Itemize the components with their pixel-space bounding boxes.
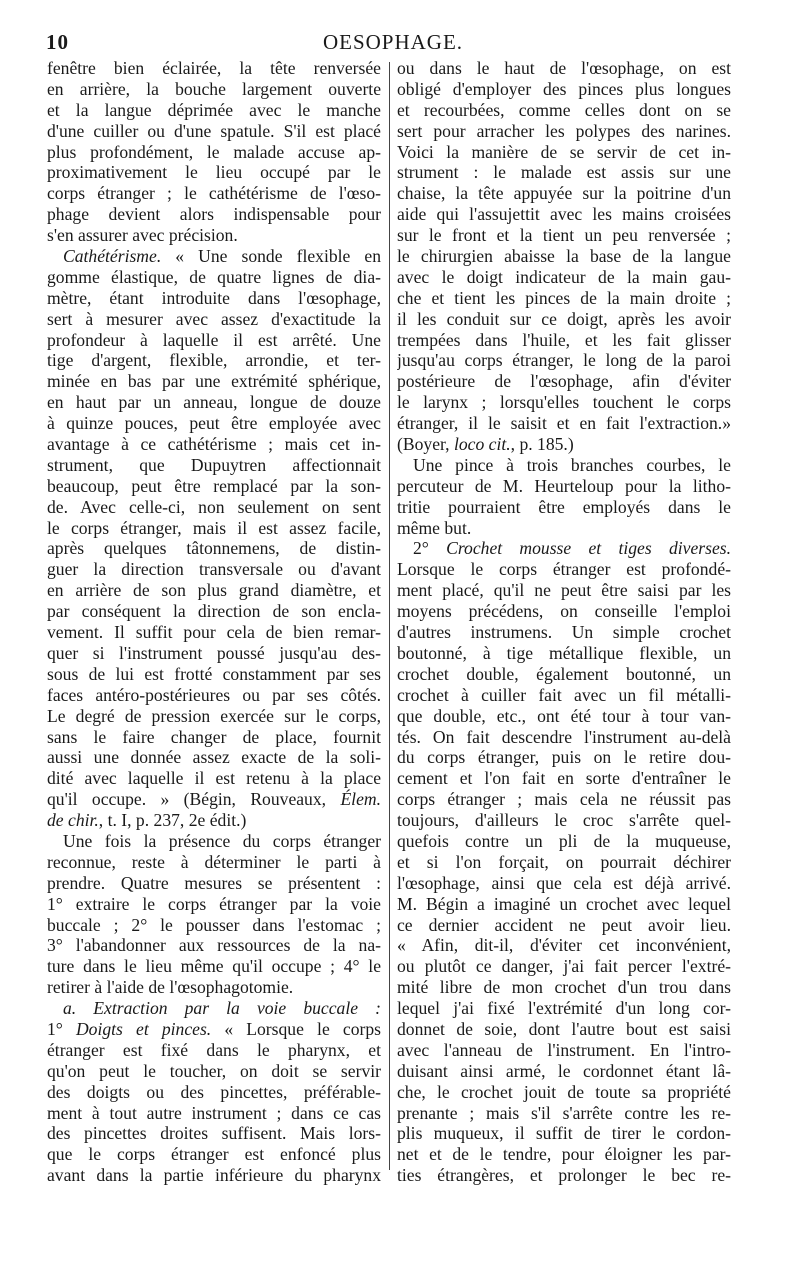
text-line xyxy=(47,309,381,330)
line-text: avantage à ce cathétérisme ; mais cet in- xyxy=(47,434,381,455)
line-text: percuteur de M. Heurteloup pour la litho- xyxy=(397,475,731,496)
line-text: buccale ; 2° le pousser dans l'estomac ; xyxy=(47,914,381,935)
line-text: tritie pourraient être employés dans le xyxy=(397,496,731,517)
text-line xyxy=(397,852,731,873)
line-text: et si l'on forçait, on pourrait déchirer xyxy=(397,851,731,872)
line-text: avec l'anneau de l'instrument. En l'intro- xyxy=(397,1039,731,1060)
text-line xyxy=(47,1040,381,1061)
line-text: après quelques tâtonnemens, de distin- xyxy=(47,538,381,559)
text-line xyxy=(397,956,731,977)
line-text: sans le faire changer de place, fournit xyxy=(47,726,381,747)
text-line xyxy=(397,246,731,267)
line-text: Le degré de pression exercée sur le corps, xyxy=(47,705,381,726)
text-line xyxy=(47,915,381,936)
line-text: 2° xyxy=(413,538,447,559)
text-line xyxy=(47,100,381,121)
line-text: des pincettes droites suffisent. Mais lors- xyxy=(47,1123,381,1144)
line-text: tige d'argent, flexible, arrondie, et ter- xyxy=(47,350,381,371)
italic-run: Élem. xyxy=(340,789,381,810)
text-line xyxy=(397,162,731,183)
line-text: Une pince à trois branches courbes, le xyxy=(413,454,731,475)
text-line xyxy=(47,998,381,1019)
line-text: étranger est fixé dans le pharynx, et xyxy=(47,1039,381,1060)
text-line xyxy=(397,1123,731,1144)
line-text: « Afin, dit-il, d'éviter cet inconvénient, xyxy=(397,935,731,956)
text-line xyxy=(47,706,381,727)
text-line xyxy=(397,977,731,998)
text-line xyxy=(397,727,731,748)
line-text: ment à tout autre instrument ; dans ce cas xyxy=(47,1102,381,1123)
text-line xyxy=(47,58,381,79)
line-text: net et de le tendre, pour éloigner les par- xyxy=(397,1144,731,1165)
line-text: Une fois la présence du corps étranger xyxy=(63,830,381,851)
line-text: quefois contre un pli de la muqueuse, xyxy=(397,830,731,851)
line-text: en arrière, la bouche largement ouverte xyxy=(47,78,381,99)
line-text: gomme élastique, de quatre lignes de dia- xyxy=(47,266,381,287)
line-text: même but. xyxy=(397,517,472,538)
line-text: reconnue, reste à déterminer le parti à xyxy=(47,851,381,872)
line-text: chaise, la tête appuyée sur la poitrine d'un xyxy=(397,183,731,204)
text-line xyxy=(47,183,381,204)
line-text: strument : le malade est assis sur une xyxy=(397,162,731,183)
line-text: ou dans le haut de l'œsophage, on est xyxy=(397,58,731,78)
line-text: toujours, d'ailleurs le croc s'arrête quel- xyxy=(397,810,731,831)
text-line xyxy=(47,831,381,852)
text-line xyxy=(47,476,381,497)
text-line xyxy=(47,267,381,288)
line-text: ture dans le lieu même qu'il occupe ; 4° le xyxy=(47,956,381,977)
text-line xyxy=(47,935,381,956)
text-line xyxy=(397,894,731,915)
text-line xyxy=(47,79,381,100)
text-line xyxy=(397,1040,731,1061)
text-line xyxy=(397,518,731,539)
text-line xyxy=(47,956,381,977)
line-text: « Une sonde flexible en xyxy=(161,246,381,267)
line-text: jusqu'au corps étranger, le long de la paroi xyxy=(397,350,731,371)
line-text: strument, que Dupuytren affectionnait xyxy=(47,454,381,475)
text-line xyxy=(47,455,381,476)
line-text: sous de lui est frotté constamment par ses xyxy=(47,663,381,684)
text-line xyxy=(47,1123,381,1144)
line-text: vement. Il suffit pour cela de bien remar- xyxy=(47,622,381,643)
left-text-column xyxy=(47,58,381,1186)
text-line xyxy=(397,183,731,204)
text-line xyxy=(47,789,381,810)
line-text: Lorsque le corps étranger est profondé- xyxy=(397,559,731,580)
text-line xyxy=(397,121,731,142)
line-text-after: , p. 185.) xyxy=(510,434,574,455)
line-text: plis muqueux, il suffit de tirer le cordon- xyxy=(397,1123,731,1144)
line-text: crochet double, également boutonné, un xyxy=(397,663,731,684)
text-line xyxy=(47,580,381,601)
text-line xyxy=(47,873,381,894)
line-text: donnet de soie, dont l'autre bout est saisi xyxy=(397,1018,731,1039)
text-line xyxy=(47,977,381,998)
text-line xyxy=(397,622,731,643)
line-text: corps étranger ; le cathétérisme de l'œso- xyxy=(47,183,381,204)
text-line xyxy=(47,1082,381,1103)
line-text: et recourbées, comme celles dont on se xyxy=(397,99,731,120)
line-text: de. Avec celle-ci, non seulement on sent xyxy=(47,496,381,517)
line-text: sur le front et la tient un peu renversée ; xyxy=(397,225,731,246)
line-text: l'œsophage, ainsi que cela est déjà arrivé. xyxy=(397,872,731,893)
line-text: d'une cuiller ou d'une spatule. S'il est placé xyxy=(47,120,381,141)
line-text: che, le crochet jouit de toute sa propriété xyxy=(397,1081,731,1102)
text-line xyxy=(397,288,731,309)
text-line xyxy=(47,643,381,664)
line-text: et la langue déprimée avec le manche xyxy=(47,99,381,120)
line-text: , t. I, p. 237, 2e édit.) xyxy=(98,810,247,831)
text-line xyxy=(397,789,731,810)
text-line xyxy=(397,831,731,852)
text-line xyxy=(397,1165,731,1186)
line-text: boutonné, à tige métallique flexible, un xyxy=(397,642,731,663)
line-text: retirer à l'aide de l'œsophagotomie. xyxy=(47,977,294,998)
text-line xyxy=(47,497,381,518)
text-line xyxy=(397,350,731,371)
line-text: plus profondément, le malade accuse ap- xyxy=(47,141,381,162)
italic-run: Doigts et pinces. xyxy=(75,1018,212,1039)
text-line xyxy=(47,225,381,246)
line-text: corps étranger ; mais cela ne réussit pas xyxy=(397,789,731,810)
line-text: obligé d'employer des pinces plus longues xyxy=(397,78,731,99)
text-line xyxy=(397,1082,731,1103)
text-line xyxy=(47,894,381,915)
text-line xyxy=(397,747,731,768)
line-text: s'en assurer avec précision. xyxy=(47,225,238,246)
text-line xyxy=(47,727,381,748)
text-line xyxy=(47,1165,381,1186)
line-text: que double, etc., ont été tour à tour van- xyxy=(397,705,731,726)
text-line xyxy=(47,852,381,873)
text-line xyxy=(397,58,731,79)
line-text: en haut par un anneau, longue de douze xyxy=(47,392,381,413)
text-line xyxy=(47,246,381,267)
text-line xyxy=(397,538,731,559)
text-line xyxy=(397,580,731,601)
page-number: 10 xyxy=(46,30,69,54)
text-line xyxy=(47,392,381,413)
line-text: 1° xyxy=(47,1018,76,1039)
text-line xyxy=(397,204,731,225)
line-text: ties étrangères, et prolonger le bec re- xyxy=(397,1165,731,1186)
line-text: il les conduit sur ce doigt, après les avoir xyxy=(397,308,731,329)
line-text: profondeur à laquelle il est arrêté. Une xyxy=(47,329,381,350)
line-text: sert pour arracher les polypes des narines. xyxy=(397,120,731,141)
line-text: postérieure de l'œsophage, afin d'éviter xyxy=(397,371,731,392)
line-text: mité libre de mon crochet d'un trou dans xyxy=(397,977,731,998)
text-line xyxy=(47,162,381,183)
line-text: 1° extraire le corps étranger par la voie xyxy=(47,893,381,914)
text-line xyxy=(397,100,731,121)
text-line xyxy=(397,225,731,246)
line-text: ce dernier accident ne peut avoir lieu. xyxy=(397,914,731,935)
text-line xyxy=(397,1144,731,1165)
line-text: par conséquent la direction de son encla- xyxy=(47,601,381,622)
line-text: en arrière de son plus grand diamètre, et xyxy=(47,580,381,601)
text-line xyxy=(397,559,731,580)
line-text: le corps étranger, mais il est assez facile, xyxy=(47,517,381,538)
text-line xyxy=(47,664,381,685)
text-line xyxy=(47,350,381,371)
text-line xyxy=(47,413,381,434)
text-line xyxy=(47,1061,381,1082)
text-line xyxy=(47,330,381,351)
line-text: minée en bas par une extrémité sphérique, xyxy=(47,371,381,392)
line-text: moyens précédens, on conseille l'emploi xyxy=(397,601,731,622)
text-line xyxy=(397,935,731,956)
line-text: fenêtre bien éclairée, la tête renversée xyxy=(47,58,381,78)
text-line xyxy=(397,267,731,288)
line-text: proximativement le lieu occupé par le xyxy=(47,162,381,183)
text-line xyxy=(397,643,731,664)
text-line xyxy=(397,706,731,727)
page-header xyxy=(46,30,740,58)
text-line xyxy=(47,559,381,580)
text-line xyxy=(397,1019,731,1040)
line-text: faces antéro-postérieures ou par ses côtés. xyxy=(47,684,381,705)
line-text: le larynx ; lorsqu'elles touchent le corps xyxy=(397,392,731,413)
text-line xyxy=(397,476,731,497)
line-text: aide qui l'assujettit avec les mains croisées xyxy=(397,204,731,225)
text-line xyxy=(397,998,731,1019)
line-text: phage devient alors indispensable pour xyxy=(47,204,381,225)
line-text: sert à mesurer avec assez d'exactitude la xyxy=(47,308,381,329)
text-line xyxy=(47,142,381,163)
line-text: qu'on peut le toucher, on doit se servir xyxy=(47,1060,381,1081)
text-line xyxy=(397,455,731,476)
text-line xyxy=(397,873,731,894)
text-line xyxy=(47,1144,381,1165)
right-text-column xyxy=(397,58,731,1186)
line-text: avec le doigt indicateur de la main gau- xyxy=(397,266,731,287)
text-line xyxy=(47,685,381,706)
line-text: dité avec laquelle il est retenu à la place xyxy=(47,768,381,789)
line-text: guer la direction transversale ou d'avant xyxy=(47,559,381,580)
column-divider xyxy=(389,62,390,1170)
line-text: d'autres instrumens. Un simple crochet xyxy=(397,622,731,643)
italic-heading: de chir. xyxy=(47,810,99,831)
text-line xyxy=(397,601,731,622)
line-text-after: « Lorsque le corps xyxy=(211,1018,381,1039)
text-line xyxy=(397,768,731,789)
line-text: qu'il occupe. » (Bégin, Rouveaux, xyxy=(47,789,341,810)
line-text: prenante ; mais s'il s'arrête contre les re- xyxy=(397,1102,731,1123)
text-line xyxy=(47,288,381,309)
text-line xyxy=(397,309,731,330)
text-line xyxy=(397,915,731,936)
line-text: du corps étranger, puis on le retire dou- xyxy=(397,747,731,768)
text-line xyxy=(397,79,731,100)
text-line xyxy=(397,434,731,455)
running-title: OESOPHAGE. xyxy=(322,30,464,54)
text-line xyxy=(397,1103,731,1124)
line-text: beaucoup, peut être remplacé par la son- xyxy=(47,475,381,496)
text-line xyxy=(47,1019,381,1040)
text-line xyxy=(397,371,731,392)
line-text: ou plutôt ce danger, j'ai fait percer l'extré- xyxy=(397,956,731,977)
line-text: (Boyer, xyxy=(397,434,454,455)
text-line xyxy=(397,392,731,413)
italic-run: Crochet mousse et tiges diverses. xyxy=(446,538,731,559)
italic-heading: Cathétérisme. xyxy=(63,246,162,267)
text-line xyxy=(397,142,731,163)
text-line xyxy=(47,810,381,831)
line-text: à quinze pouces, peut être employée avec xyxy=(47,413,381,434)
italic-run: loco cit. xyxy=(453,434,511,455)
text-line xyxy=(397,664,731,685)
line-text: avant dans la partie inférieure du pharynx xyxy=(47,1165,381,1186)
text-line xyxy=(397,1061,731,1082)
line-text: cement et l'on fait en sorte d'entraîner le xyxy=(397,768,731,789)
line-text: tés. On fait descendre l'instrument au-delà xyxy=(397,726,731,747)
line-text: lequel j'ai fixé l'extrémité d'un long cor- xyxy=(397,998,731,1019)
line-text: crochet à cuiller fait avec un fil métalli- xyxy=(397,684,731,705)
line-text: duisant ainsi armé, le cordonnet étant lâ- xyxy=(397,1060,731,1081)
line-text: que le corps étranger est enfoncé plus xyxy=(47,1144,381,1165)
text-line xyxy=(47,747,381,768)
text-line xyxy=(47,518,381,539)
text-line xyxy=(47,371,381,392)
line-text: Voici la manière de se servir de cet in- xyxy=(397,141,731,162)
text-line xyxy=(47,601,381,622)
line-text: trempées dans l'huile, et les fait glisser xyxy=(397,329,731,350)
text-line xyxy=(397,685,731,706)
text-line xyxy=(47,434,381,455)
line-text: 3° l'abandonner aux ressources de la na- xyxy=(47,935,381,956)
text-line xyxy=(397,497,731,518)
line-text: mètre, étant introduite dans l'œsophage, xyxy=(47,287,381,308)
text-line xyxy=(47,121,381,142)
line-text: aussi une donnée assez exacte de la soli- xyxy=(47,747,381,768)
text-line xyxy=(397,330,731,351)
line-text: le chirurgien abaisse la base de la langue xyxy=(397,246,731,267)
text-line xyxy=(397,810,731,831)
line-text: che et tient les pinces de la main droite ; xyxy=(397,287,731,308)
italic-heading: a. Extraction par la voie buccale : xyxy=(63,998,381,1019)
line-text: étranger, il le saisit et en fait l'extraction.» xyxy=(397,413,731,434)
line-text: prendre. Quatre mesures se présentent : xyxy=(47,872,381,893)
text-line xyxy=(47,538,381,559)
line-text: ment placé, qu'il ne peut être saisi par les xyxy=(397,580,731,601)
text-line xyxy=(47,622,381,643)
text-line xyxy=(47,768,381,789)
line-text: quer si l'instrument poussé jusqu'au des- xyxy=(47,642,381,663)
text-line xyxy=(397,413,731,434)
line-text: M. Bégin a imaginé un crochet avec lequel xyxy=(397,893,731,914)
text-line xyxy=(47,1103,381,1124)
line-text: des doigts ou des pincettes, préférable- xyxy=(47,1081,381,1102)
text-line xyxy=(47,204,381,225)
